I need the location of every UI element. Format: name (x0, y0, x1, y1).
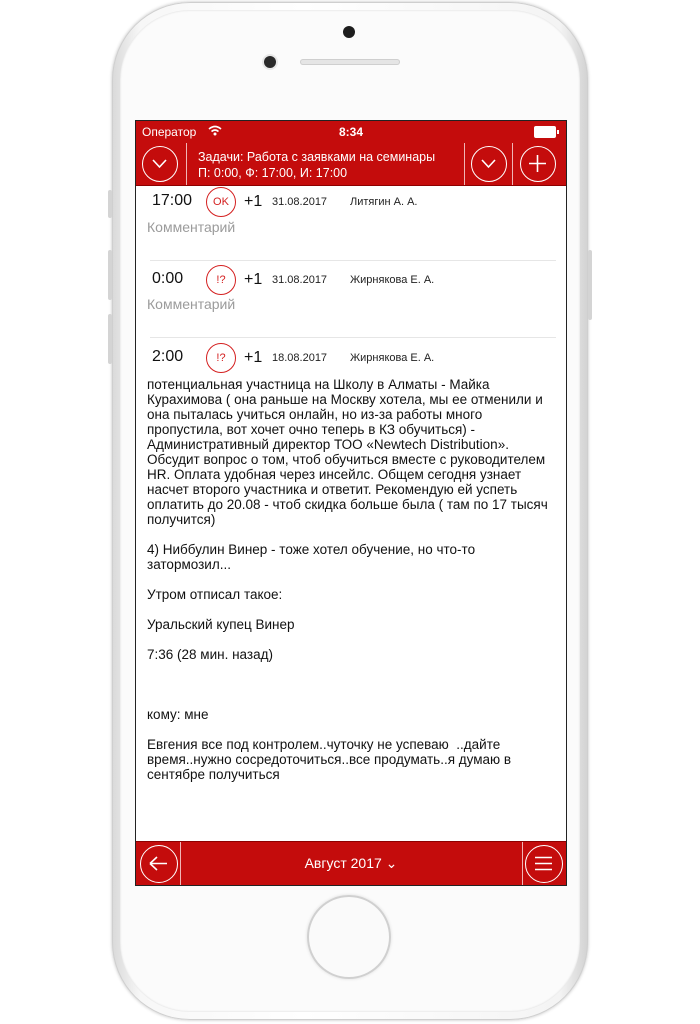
bottom-bar (136, 841, 566, 886)
expand-button[interactable] (471, 146, 507, 182)
status-bar (136, 121, 566, 143)
silent-switch (108, 190, 112, 218)
entry-person: Жирнякова Е. А. (350, 352, 435, 364)
status-time: 8:34 (338, 125, 364, 139)
task-title[interactable] (198, 149, 435, 181)
header-separator (512, 143, 513, 185)
list-item[interactable] (136, 263, 566, 339)
plus-count[interactable]: +1 (244, 271, 263, 288)
entry-time: 2:00 (152, 348, 184, 365)
status-badge[interactable]: !? (206, 343, 236, 373)
collapse-button[interactable] (142, 146, 178, 182)
entry-text[interactable]: потенциальная участница на Школу в Алматы - Майка Курахимова ( она раньше на Москву хотела, мы ее отменили и она пыталась учиться онлайн, но из-за работы много пропустила, вот хочет очно теперь в КЗ обучиться) - Административный директор ТОО «Newtech Distribution». Обсудит вопрос о том, чтоб обучиться вместе с руководителем HR. Оплата удобная через инсейлс. Общем сегодня узнает насчет второго участника и ответит. Рекомендую ей успеть оплатить до 20.08 - чтоб скидка больше была ( там по 17 тысяч получится) 4) Ниббулин Винер - тоже хотел обучение, но что-то затормозил... Утром отписал такое: Уральский купец Винер 7:36 (28 мин. назад) кому: мне Евгения все под контролем..чуточку не успеваю ..дайте время..нужно сосредоточиться..все продумать..я думаю в сентябре получиться (147, 377, 548, 782)
footer-separator (522, 842, 523, 886)
hamburger-menu-icon (526, 846, 561, 881)
chevron-down-icon (143, 147, 176, 180)
entry-date: 31.08.2017 (272, 196, 328, 208)
chevron-down-icon (472, 147, 505, 180)
volume-up-button (108, 250, 112, 300)
plus-count[interactable]: +1 (244, 193, 263, 210)
earpiece-speaker (300, 59, 400, 65)
list-item[interactable] (136, 341, 566, 840)
header-separator (186, 143, 187, 185)
entries-list[interactable] (136, 185, 566, 840)
entry-person: Жирнякова Е. А. (350, 274, 435, 286)
task-title-line-2: П: 0:00, Ф: 17:00, И: 17:00 (198, 166, 348, 180)
front-camera (264, 56, 276, 68)
entry-date: 18.08.2017 (272, 352, 328, 364)
battery-icon (534, 126, 556, 138)
divider (150, 337, 556, 338)
month-selector[interactable]: Август 2017 ⌄ (304, 855, 398, 871)
header-separator (464, 143, 465, 185)
list-item[interactable] (136, 185, 566, 261)
divider (150, 260, 556, 261)
plus-count[interactable]: +1 (244, 349, 263, 366)
status-badge[interactable]: OK (206, 187, 236, 217)
plus-icon (521, 147, 554, 180)
entry-time: 17:00 (152, 192, 193, 209)
comment-placeholder[interactable]: Комментарий (147, 219, 236, 235)
comment-placeholder[interactable]: Комментарий (147, 296, 236, 312)
add-button[interactable] (520, 146, 556, 182)
carrier-label: Оператор (142, 125, 197, 139)
menu-button[interactable] (525, 845, 563, 883)
app-screen (135, 120, 567, 886)
entry-person: Литягин А. А. (350, 196, 418, 208)
entry-time: 0:00 (152, 270, 184, 287)
proximity-sensor (343, 26, 355, 38)
home-button[interactable] (307, 895, 391, 979)
power-button (588, 250, 592, 320)
entry-date: 31.08.2017 (272, 274, 328, 286)
task-title-line-1: Задачи: Работа с заявками на семинары (198, 150, 436, 164)
status-badge[interactable]: !? (206, 265, 236, 295)
task-header (136, 143, 566, 186)
volume-down-button (108, 314, 112, 364)
